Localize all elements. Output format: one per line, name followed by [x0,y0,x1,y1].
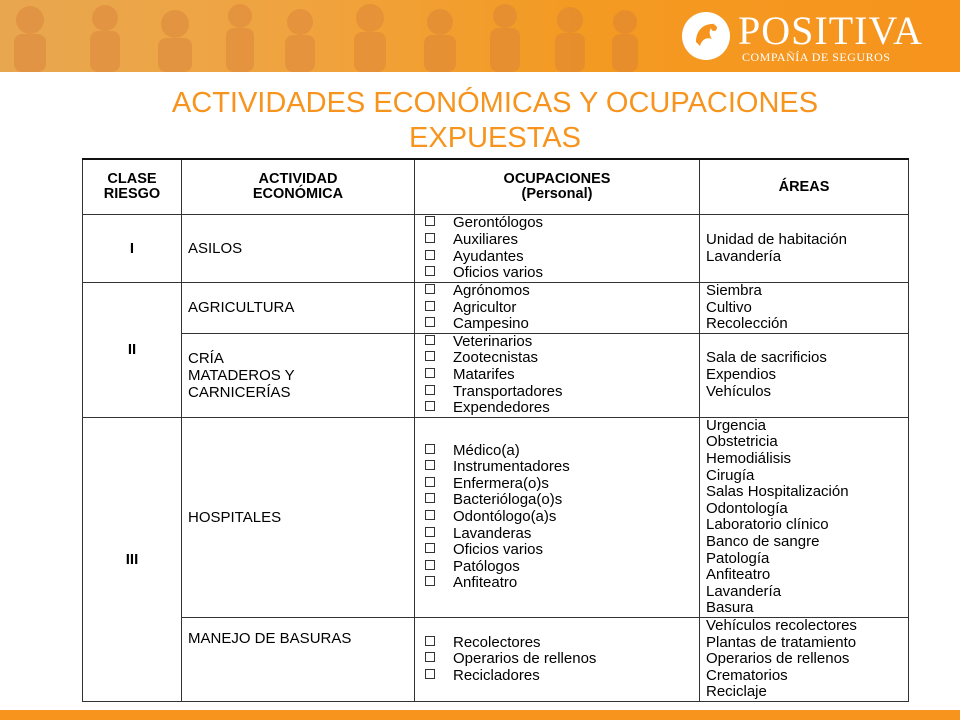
list-item: Transportadores [425,384,699,401]
checkbox-icon [425,250,435,260]
positiva-logo [682,10,942,66]
page-title [0,86,960,156]
list-item: Anfiteatro [425,575,699,592]
list-item: Bacterióloga(o)s [425,492,699,509]
checkbox-icon [425,493,435,503]
list-item: Auxiliares [425,232,699,249]
list-item: Gerontólogos [425,215,699,232]
list-item: Recolectores [425,635,699,652]
logo-name: POSITIVA [738,8,924,53]
occupations-cell [415,215,700,283]
checkbox-icon [425,317,435,327]
list-item: Veterinarios [425,334,699,351]
areas-cell: Siembra Cultivo Recolección [700,283,909,334]
checkbox-icon [425,460,435,470]
checkbox-icon [425,216,435,226]
checkbox-icon [425,284,435,294]
areas-cell: Unidad de habitación Lavandería [700,215,909,283]
list-item: Operarios de rellenos [425,651,699,668]
list-item: Oficios varios [425,265,699,282]
table-row [83,333,909,417]
list-item: Oficios varios [425,542,699,559]
occupations-cell [415,283,700,334]
list-item: Agrónomos [425,283,699,300]
list-item: Lavanderas [425,526,699,543]
risk-table [82,158,909,702]
risk-class-cell: II [83,283,182,418]
checkbox-icon [425,652,435,662]
list-item: Campesino [425,316,699,333]
checkbox-icon [425,510,435,520]
checkbox-icon [425,560,435,570]
checkbox-icon [425,576,435,586]
checkbox-icon [425,335,435,345]
header-areas: ÁREAS [700,159,909,215]
areas-cell: Sala de sacrificios Expendios Vehículos [700,333,909,417]
table-row [83,215,909,283]
table-header-row [83,159,909,215]
checkbox-icon [425,669,435,679]
list-item: Enfermera(o)s [425,476,699,493]
risk-class-cell: III [83,417,182,701]
occupations-cell [415,417,700,617]
checkbox-icon [425,477,435,487]
header-actividad: ACTIVIDAD ECONÓMICA [182,159,415,215]
footer-bar [0,710,960,720]
list-item: Expendedores [425,400,699,417]
list-item: Ayudantes [425,249,699,266]
table-row [83,617,909,701]
list-item: Recicladores [425,668,699,685]
checkbox-icon [425,385,435,395]
list-item: Patólogos [425,559,699,576]
checkbox-icon [425,527,435,537]
list-item: Médico(a) [425,443,699,460]
areas-cell: Urgencia Obstetricia Hemodiálisis Cirugía Salas Hospitalización Odontología Laboratorio clínico Banco de sangre Patología Anfiteatro Lavandería Basura [700,417,909,617]
activity-cell: AGRICULTURA [182,283,415,334]
title-line-2: EXPUESTAS [409,122,581,154]
occupations-cell [415,333,700,417]
occupations-cell [415,617,700,701]
checkbox-icon [425,301,435,311]
activity-cell: HOSPITALES [182,417,415,617]
checkbox-icon [425,233,435,243]
activity-cell: MANEJO DE BASURAS [182,617,415,701]
checkbox-icon [425,401,435,411]
checkbox-icon [425,543,435,553]
list-item: Zootecnistas [425,350,699,367]
list-item: Instrumentadores [425,459,699,476]
table-row [83,283,909,334]
table-row [83,417,909,617]
list-item: Matarifes [425,367,699,384]
header-ocupaciones: OCUPACIONES (Personal) [415,159,700,215]
banner-photo-collage [0,0,650,72]
checkbox-icon [425,266,435,276]
title-line-1: ACTIVIDADES ECONÓMICAS Y OCUPACIONES [171,87,819,119]
header-banner [0,0,960,72]
list-item: Agricultor [425,300,699,317]
checkbox-icon [425,636,435,646]
checkbox-icon [425,444,435,454]
activity-cell: ASILOS [182,215,415,283]
checkbox-icon [425,351,435,361]
areas-cell: Vehículos recolectores Plantas de tratamiento Operarios de rellenos Crematorios Reciclaje [700,617,909,701]
activity-cell: CRÍA MATADEROS Y CARNICERÍAS [182,333,415,417]
list-item: Odontólogo(a)s [425,509,699,526]
header-clase-riesgo: CLASE RIESGO [83,159,182,215]
checkbox-icon [425,368,435,378]
risk-class-cell: I [83,215,182,283]
logo-emblem-icon [682,12,730,60]
logo-subtitle: COMPAÑÍA DE SEGUROS [742,50,891,64]
